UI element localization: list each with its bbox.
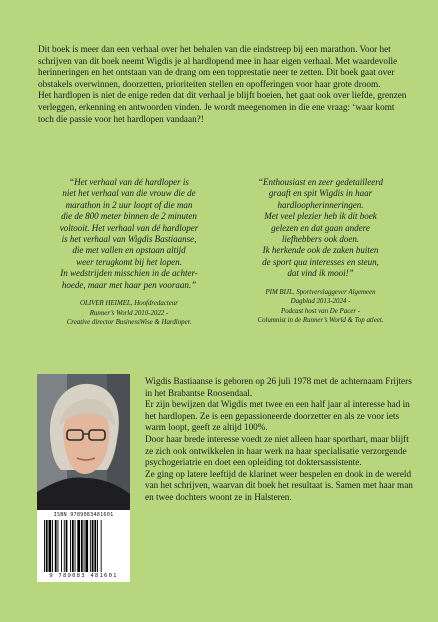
- isbn-label: ISBN 9789083481601: [53, 512, 114, 518]
- author-photo: [37, 374, 130, 510]
- bio-paragraph-4: Ze ging op latere leeftijd de klarinet weer bespelen en dook in de wereld van het schrijven, waarvan dit boek het resultaat is. Samen met haar man en twee dochters woont ze in Halsteren.: [145, 468, 413, 502]
- barcode-bar: [58, 520, 59, 572]
- barcode-bar: [101, 520, 102, 572]
- barcode-bar: [52, 520, 53, 572]
- barcode-bar: [90, 520, 91, 572]
- barcode-bar: [61, 520, 62, 572]
- barcode-bar: [81, 520, 83, 572]
- barcode-bar: [94, 520, 96, 572]
- isbn-barcode: [37, 510, 130, 582]
- author-bio: [145, 376, 417, 504]
- quote-oliver-heimel: [40, 177, 218, 328]
- barcode-bar: [85, 520, 88, 572]
- barcode-bars: [43, 520, 124, 572]
- barcode-bar: [44, 520, 45, 572]
- bio-paragraph-2: Er zijn bewijzen dat Wigdis met twee en een half jaar al interesse had in het hardlopen. Ze is een gepassioneerde doorzetter en als ze voor iets warm loopt, geeft ze altijd 100%.: [145, 399, 410, 433]
- barcode-bar: [55, 520, 57, 572]
- quote-text: “Het verhaal van dé hardloper is niet het verhaal van die vrouw die de marathon in 2 uur loopt of die man die de 800 meter binnen de 2 minuten voltooit. Het verhaal van dé hardloper is het verhaal van Wigdis Bastiaanse, die met vallen en opstaan altijd weer terugkomt bij het lopen. In wedstrijden misschien in de achter- hoede, maar met haar pen vooraan.”: [59, 177, 199, 290]
- barcode-bar: [70, 520, 71, 572]
- quote-credit: OLIVER HEIMEL, Hoofdredacteur Runner’s World 2010-2022 - Creative director BusinessWise & Hardloper.: [66, 300, 192, 327]
- author-portrait-image: [37, 374, 130, 510]
- barcode-bar: [64, 520, 65, 572]
- barcode-bar: [46, 520, 48, 572]
- barcode-bar: [75, 520, 76, 572]
- quote-text: “Enthousiast en zeer gedetailleerd graaft en spit Wigdis in haar hardloopherinneringen. Met veel plezier heb ik dit boek gelezen en dat gaan andere liefhebbers ook doen. Ik herkende ook de zaken buiten de sport qua interesses en steun, dat vind ik mooi!”: [258, 177, 383, 279]
- barcode-bar: [97, 520, 98, 572]
- intro-text: [38, 44, 408, 125]
- barcode-bar: [49, 520, 52, 572]
- barcode-bar: [92, 520, 94, 572]
- intro-paragraph-2: Het hardlopen is niet de enige reden dat dit verhaal je blijft boeien, het gaat ook over liefde, grenzen verleggen, erkenning en antwoorden vinden. Je wordt meegenomen in die ene vraag: ‘waar komt toch die passie voor het hardlopen vandaan?!: [38, 90, 407, 124]
- bio-paragraph-3: Door haar brede interesse voedt ze niet alleen haar sporthart, maar blijft ze zich ook ontwikkelen in haar werk na haar specialisatie verzorgende psychogeriatrie en doet een opleiding tot doktersassistente.: [145, 433, 409, 468]
- quote-pim-bijl: [228, 177, 413, 326]
- barcode-bar: [77, 520, 80, 572]
- bio-paragraph-1: Wigdis Bastiaanse is geboren op 26 juli 1978 met de achternaam Frijters in het Brabantse Roosendaal.: [145, 376, 412, 398]
- quote-credit: PIM BIJL, Sportverslaggever Algemeen Dagblad 2013-2024 - Podcast host van De Pacer - Columnist in de Runner’s World & Top atleet.: [257, 288, 384, 325]
- barcode-bar: [84, 520, 85, 572]
- barcode-bar: [72, 520, 74, 572]
- intro-paragraph-1: Dit boek is meer dan een verhaal over het behalen van die eindstreep bij een marathon. Voor het schrijven van dit boek neemt Wigdis je al hardlopend mee in haar eigen verhaal. Met waardevolle herinneringen en het ontstaan van de drang om een topprestatie neer te zetten. Dit boek gaat over obstakels overwinnen, doorzetten, prioriteiten stellen en opofferingen voor haar grote droom.: [38, 44, 398, 89]
- barcode-bar: [66, 520, 68, 572]
- isbn-number: 9 789083 481601: [49, 573, 118, 579]
